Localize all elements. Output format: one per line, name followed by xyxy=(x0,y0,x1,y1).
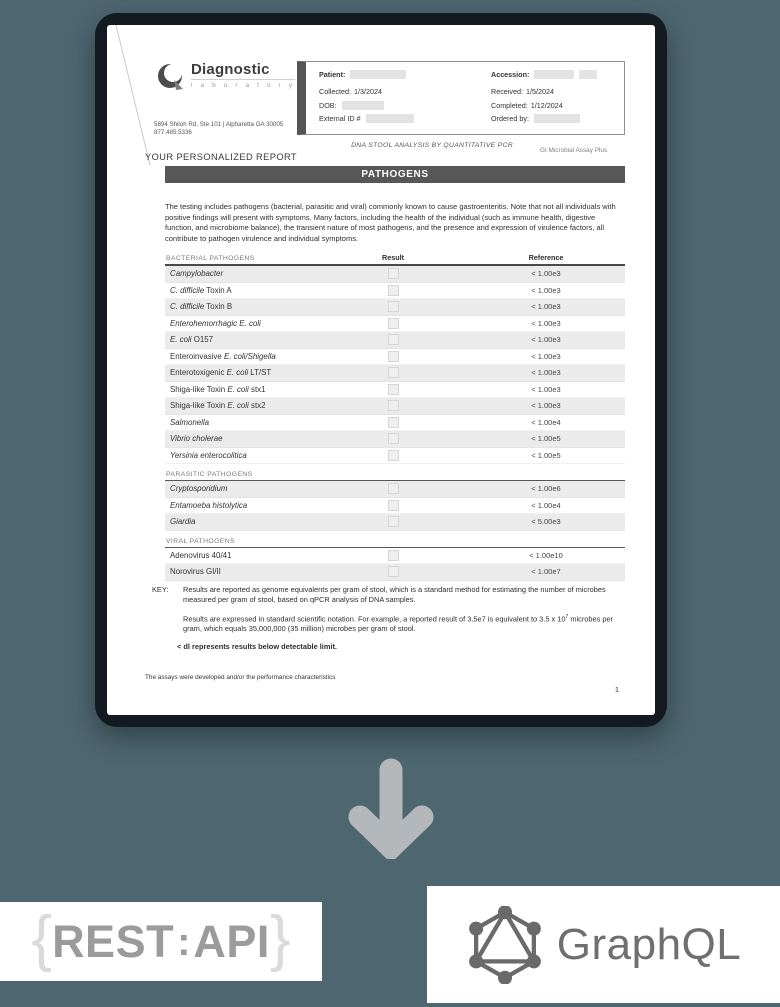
info-box-left-column xyxy=(319,70,414,128)
patient-value-redacted xyxy=(350,70,406,79)
reference-value: < 1.00e10 xyxy=(529,550,563,560)
result-redacted-box xyxy=(388,268,399,279)
reference-value: < 1.00e3 xyxy=(531,335,561,345)
result-redacted-box xyxy=(388,550,399,561)
colon-separator: : xyxy=(177,919,191,964)
pathogen-name: Enterotoxigenic E. coli LT/ST xyxy=(170,368,272,378)
result-cell xyxy=(375,268,411,279)
table-row xyxy=(165,266,625,283)
result-cell xyxy=(375,566,411,577)
key-paragraph-2 xyxy=(183,613,630,634)
table-row xyxy=(165,398,625,415)
reference-column-header: Reference xyxy=(528,253,564,262)
result-cell xyxy=(375,301,411,312)
accession-value2-redacted xyxy=(579,70,597,79)
ordered-by-field xyxy=(491,114,597,123)
table-row xyxy=(165,498,625,515)
key-p2-text-after: microbes per gram, which equals 35,000,000 (35 million) microbes per gram of stool. xyxy=(183,614,614,633)
report-document-frame xyxy=(95,13,667,727)
down-arrow-icon xyxy=(348,757,434,859)
api-word: API xyxy=(193,916,270,967)
result-column-header: Result xyxy=(382,253,404,262)
collected-value: 1/3/2024 xyxy=(353,87,382,96)
pathogen-name: Vibrio cholerae xyxy=(170,434,223,444)
pathogen-name: Entamoeba histolytica xyxy=(170,500,248,510)
table-row xyxy=(165,349,625,366)
collected-label: Collected: xyxy=(319,87,351,96)
reference-value: < 1.00e3 xyxy=(531,384,561,394)
table-section-header xyxy=(165,471,625,481)
completed-label: Completed: xyxy=(491,100,528,110)
intro-paragraph: The testing includes pathogens (bacterial, parasitic and viral) commonly known to cause gastroenteritis. Note that not all individuals with positive findings will present with symptoms. Many factors, including the health of the individual (such as immune health, digestive function, and microbiome balance), the transient nature of most pathogens, and the presence and expression of virulence factors, all contribute to pathogen virulence and individual symptoms. xyxy=(165,202,616,244)
result-cell xyxy=(375,318,411,329)
key-section xyxy=(152,585,630,659)
reference-value: < 1.00e6 xyxy=(531,484,561,494)
received-value: 1/5/2024 xyxy=(525,87,554,96)
table-row xyxy=(165,548,625,565)
info-box-right-column xyxy=(491,70,597,128)
table-section-header xyxy=(165,253,625,266)
section-header-label: BACTERIAL PATHOGENS xyxy=(166,255,255,262)
result-redacted-box xyxy=(388,483,399,494)
pathogen-name: Salmonella xyxy=(170,417,210,427)
pathogen-name: Shiga-like Toxin E. coli stx2 xyxy=(170,401,266,411)
table-row xyxy=(165,316,625,333)
table-row xyxy=(165,382,625,399)
result-redacted-box xyxy=(388,566,399,577)
table-row xyxy=(165,415,625,432)
rest-word: REST xyxy=(52,916,175,967)
lab-logo-text xyxy=(191,61,295,89)
accession-label: Accession: xyxy=(491,70,530,79)
result-cell xyxy=(375,400,411,411)
reference-value: < 1.00e3 xyxy=(531,302,561,312)
result-cell xyxy=(375,351,411,362)
ordered-by-value-redacted xyxy=(534,114,580,123)
pathogen-name: Shiga-like Toxin E. coli stx1 xyxy=(170,384,266,394)
dob-value-redacted xyxy=(342,101,384,110)
key-label: KEY: xyxy=(152,585,169,594)
reference-value: < 1.00e3 xyxy=(531,351,561,361)
table-row xyxy=(165,365,625,382)
table-row xyxy=(165,332,625,349)
result-redacted-box xyxy=(388,516,399,527)
lab-address-line2: 877.485.5336 xyxy=(154,129,192,136)
result-cell xyxy=(375,450,411,461)
diagnostic-lab-logo-icon xyxy=(157,61,185,93)
external-id-label: External ID # xyxy=(319,114,361,123)
result-redacted-box xyxy=(388,318,399,329)
result-redacted-box xyxy=(388,384,399,395)
key-p2-text: Results are expressed in standard scientific notation. For example, a reported result of 3.5e7 is equivalent to 3.5 x 10 xyxy=(183,614,566,624)
patient-info-box xyxy=(297,61,625,135)
result-cell xyxy=(375,483,411,494)
graphql-logo xyxy=(427,886,780,1003)
result-redacted-box xyxy=(388,400,399,411)
table-row xyxy=(165,564,625,581)
pathogen-name: C. difficile Toxin A xyxy=(170,285,232,295)
report-page xyxy=(107,25,655,715)
assay-footnote: The assays were developed and/or the performance characteristics xyxy=(145,674,336,681)
reference-value: < 1.00e4 xyxy=(531,500,561,510)
report-subtitle: DNA STOOL ANALYSIS BY QUANTITATIVE PCR xyxy=(351,142,513,149)
page-number: 1 xyxy=(614,685,619,694)
reference-value: < 1.00e5 xyxy=(531,450,561,460)
patient-label: Patient: xyxy=(319,70,346,79)
result-cell xyxy=(375,334,411,345)
result-redacted-box xyxy=(388,450,399,461)
table-row xyxy=(165,431,625,448)
pathogen-name: Enterohemorrhagic E. coli xyxy=(170,318,261,328)
reference-value: < 5.00e3 xyxy=(531,517,561,527)
key-paragraph-3: < dl represents results below detectable limit. xyxy=(177,641,337,651)
pathogen-name: Giardia xyxy=(170,517,196,527)
key-body xyxy=(177,585,630,651)
reference-value: < 1.00e3 xyxy=(531,285,561,295)
result-cell xyxy=(375,500,411,511)
page-corner-line xyxy=(107,25,167,195)
result-redacted-box xyxy=(388,351,399,362)
result-redacted-box xyxy=(388,367,399,378)
reference-value: < 1.00e4 xyxy=(531,417,561,427)
accession-field xyxy=(491,70,597,79)
table-row xyxy=(165,448,625,465)
close-brace: } xyxy=(269,904,291,973)
dob-field xyxy=(319,101,414,110)
lab-logo-block xyxy=(157,61,295,93)
result-redacted-box xyxy=(388,417,399,428)
reference-value: < 1.00e5 xyxy=(531,434,561,444)
lab-name: Diagnostic xyxy=(191,61,270,78)
pathogen-name: Norovirus GI/II xyxy=(170,567,221,577)
pathogen-table xyxy=(165,253,625,581)
result-cell xyxy=(375,417,411,428)
table-row xyxy=(165,481,625,498)
table-row xyxy=(165,283,625,300)
table-section-header xyxy=(165,538,625,548)
external-id-field xyxy=(319,114,414,123)
result-cell xyxy=(375,433,411,444)
result-cell xyxy=(375,516,411,527)
pathogen-name: Campylobacter xyxy=(170,269,224,279)
received-field xyxy=(491,87,597,96)
result-redacted-box xyxy=(388,285,399,296)
assay-name: GI Microbial Assay Plus xyxy=(540,147,608,154)
collected-field xyxy=(319,87,414,96)
result-redacted-box xyxy=(388,433,399,444)
received-label: Received: xyxy=(491,87,523,96)
result-cell xyxy=(375,550,411,561)
completed-value: 1/12/2024 xyxy=(530,100,563,110)
result-cell xyxy=(375,367,411,378)
pathogen-name: C. difficile Toxin B xyxy=(170,302,233,312)
graphql-wordmark: GraphQL xyxy=(556,919,742,969)
result-redacted-box xyxy=(388,301,399,312)
lab-subname: l a b o r a t o r y xyxy=(191,79,295,89)
reference-value: < 1.00e3 xyxy=(531,318,561,328)
pathogen-name: E. coli O157 xyxy=(170,335,213,345)
result-cell xyxy=(375,285,411,296)
pathogen-name: Adenovirus 40/41 xyxy=(170,550,232,560)
key-paragraph-1: Results are reported as genome equivalents per gram of stool, which is a standard method for estimating the number of microbes measured per gram of stool, based on qPCR analysis of DNA samples. xyxy=(183,585,606,604)
reference-value: < 1.00e3 xyxy=(531,368,561,378)
rest-api-logo xyxy=(0,902,322,981)
pathogen-name: Enteroinvasive E. coli/Shigella xyxy=(170,351,276,361)
result-cell xyxy=(375,384,411,395)
pathogen-name: Yersinia enterocolitica xyxy=(170,450,247,460)
dob-label: DOB: xyxy=(319,100,337,110)
ordered-by-label: Ordered by: xyxy=(491,114,529,123)
pathogen-name: Cryptosporidium xyxy=(170,484,228,494)
reference-value: < 1.00e7 xyxy=(531,567,561,577)
table-row xyxy=(165,299,625,316)
personalized-report-label: YOUR PERSONALIZED REPORT xyxy=(145,152,298,162)
accession-value-redacted xyxy=(534,70,574,79)
result-redacted-box xyxy=(388,334,399,345)
section-header-label: PARASITIC PATHOGENS xyxy=(166,471,253,478)
result-redacted-box xyxy=(388,500,399,511)
pathogens-section-title: PATHOGENS xyxy=(165,166,625,183)
open-brace: { xyxy=(31,904,53,973)
graphql-hexagram-icon xyxy=(466,906,544,984)
completed-field xyxy=(491,101,597,110)
rest-api-logo-text xyxy=(31,904,291,973)
lab-address-line1: 5894 Shiloh Rd, Ste 101 | Alpharetta GA 30005 xyxy=(154,121,284,128)
table-row xyxy=(165,514,625,531)
lab-address xyxy=(154,121,283,137)
reference-value: < 1.00e3 xyxy=(531,269,561,279)
external-id-value-redacted xyxy=(366,114,414,123)
section-header-label: VIRAL PATHOGENS xyxy=(166,537,235,545)
reference-value: < 1.00e3 xyxy=(531,401,561,411)
patient-field xyxy=(319,70,414,79)
key-p2-superscript: 7 xyxy=(565,613,569,620)
